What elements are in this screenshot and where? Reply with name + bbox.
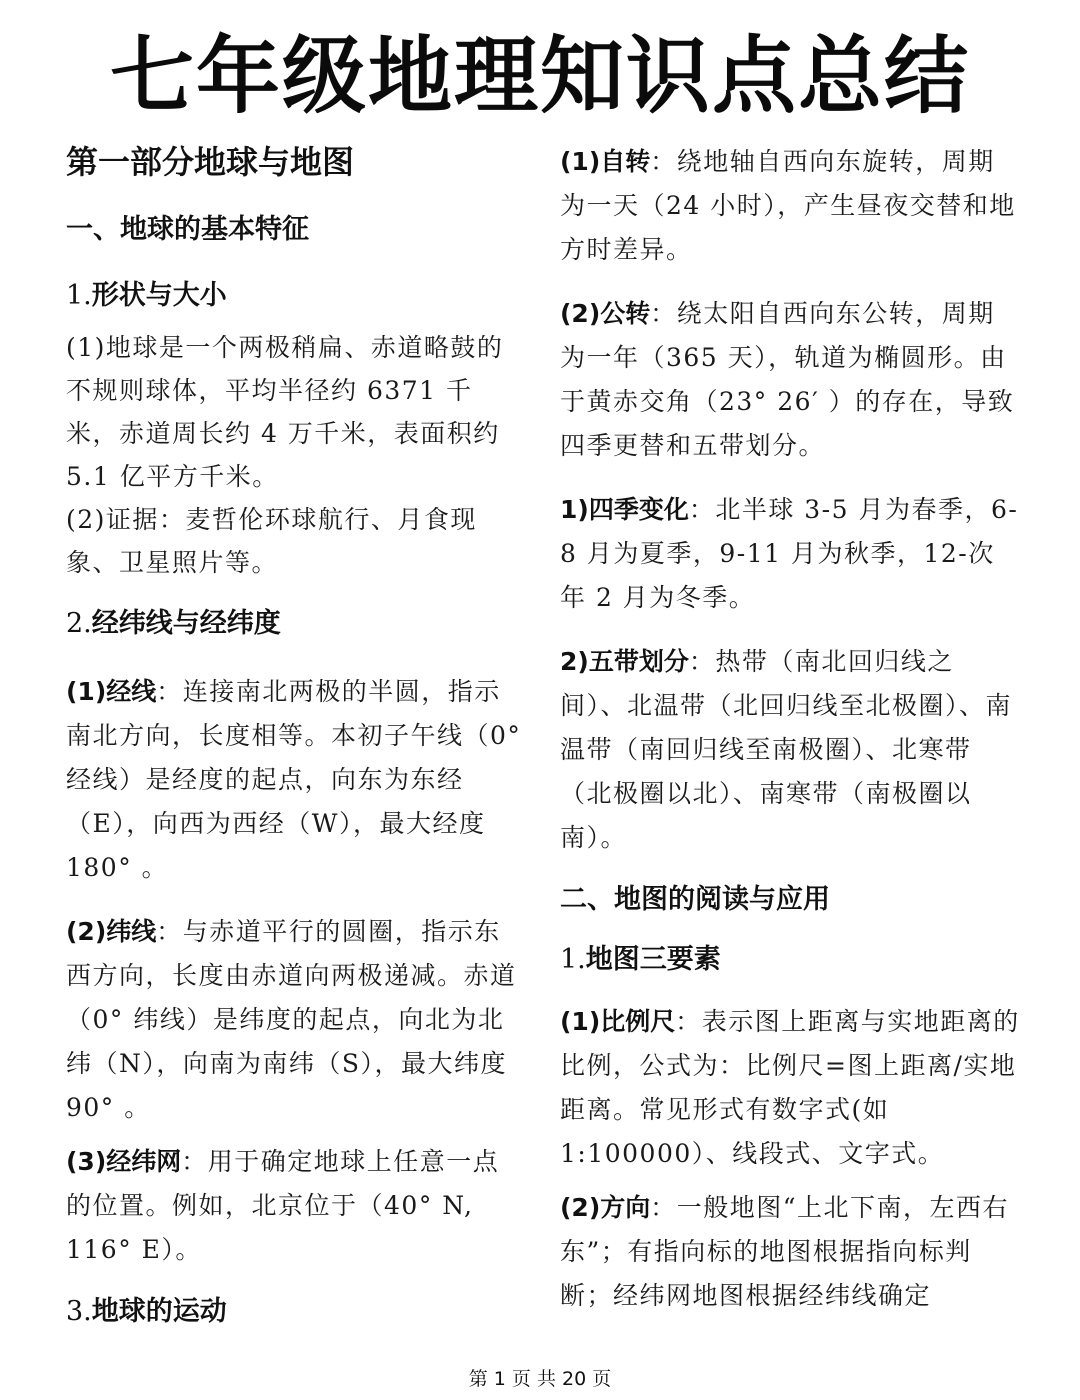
paragraph-scale: (1)比例尺：表示图上距离与实地距离的比例，公式为：比例尺=图上距离/实地距离。常见形式有数字式(如 1:100000）、线段式、文字式。 <box>560 1007 1020 1168</box>
page-title: 七年级地理知识点总结 <box>109 27 970 125</box>
left-column <box>66 140 522 1332</box>
right-column <box>560 140 1020 1318</box>
page-footer: 第 1 页 共 20 页 <box>468 1368 612 1390</box>
section-heading-maps: 二、地图的阅读与应用 <box>560 884 830 915</box>
paragraph-graticule: (3)经纬网：用于确定地球上任意一点的位置。例如，北京位于（40° N, 116° E）。 <box>66 1147 500 1264</box>
paragraph-evidence: (2)证据：麦哲伦环球航行、月食现象、卫星照片等。 <box>66 505 477 577</box>
paragraph-parallel: (2)纬线：与赤道平行的圆圈，指示东西方向，长度由赤道向两极递减。赤道（0° 纬线）是纬度的起点，向北为北纬（N），向南为南纬（S），最大纬度 90° 。 <box>66 917 517 1122</box>
subheading-earth-motion: 3.地球的运动 <box>66 1296 227 1327</box>
subheading-shape-size: 1.形状与大小 <box>66 280 227 311</box>
paragraph-direction: (2)方向：一般地图“上北下南，左西右东”；有指向标的地图根据指向标判断；经纬网地图根据经纬线确定 <box>560 1193 1010 1310</box>
part-heading: 第一部分地球与地图 <box>66 143 355 181</box>
section-heading-earth-features: 一、地球的基本特征 <box>66 214 309 245</box>
paragraph-rotation: (1)自转：绕地轴自西向东旋转，周期为一天（24 小时），产生昼夜交替和地方时差异。 <box>560 147 1016 264</box>
paragraph-meridian: (1)经线：连接南北两极的半圆，指示南北方向，长度相等。本初子午线（0° 经线）是经度的起点，向东为东经（E），向西为西经（W），最大经度 180° 。 <box>66 677 522 882</box>
paragraph-shape: (1)地球是一个两极稍扁、赤道略鼓的不规则球体，平均半径约 6371 千米，赤道周长约 4 万千米，表面积约 5.1 亿平方千米。 <box>66 333 504 491</box>
subheading-map-elements: 1.地图三要素 <box>560 944 721 975</box>
paragraph-seasons: 1)四季变化：北半球 3-5 月为春季，6-8 月为夏季，9-11 月为秋季，12-次年 2 月为冬季。 <box>560 495 1019 612</box>
paragraph-climate-zones: 2)五带划分：热带（南北回归线之间）、北温带（北回归线至北极圈）、南温带（南回归线至南极圈）、北寒带（北极圈以北）、南寒带（南极圈以南）。 <box>560 647 1013 852</box>
subheading-lat-long: 2.经纬线与经纬度 <box>66 608 281 639</box>
paragraph-revolution: (2)公转：绕太阳自西向东公转，周期为一年（365 天），轨道为椭圆形。由于黄赤交角（23° 26′ ）的存在，导致四季更替和五带划分。 <box>560 299 1015 460</box>
